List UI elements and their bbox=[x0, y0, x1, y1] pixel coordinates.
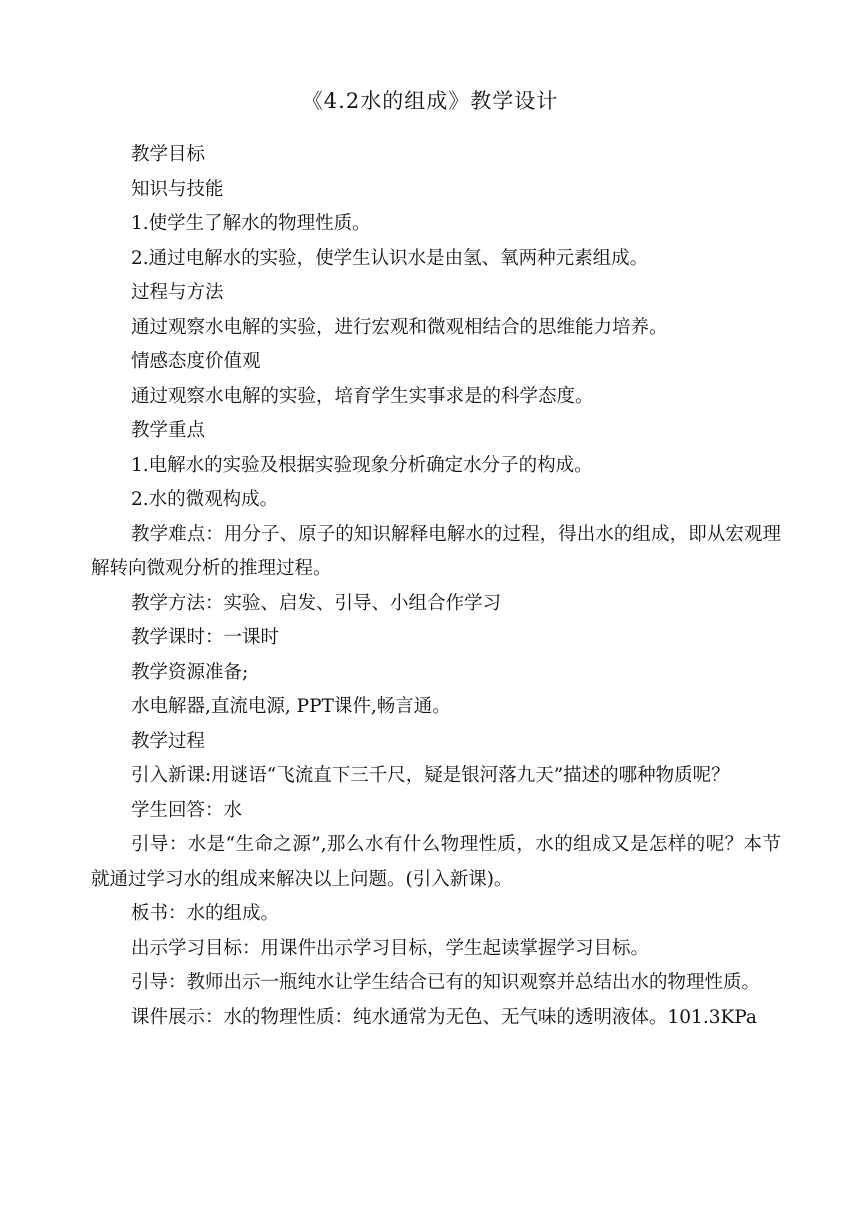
paragraph: 教学过程 bbox=[131, 730, 206, 752]
paragraph: 知识与技能 bbox=[131, 178, 224, 200]
paragraph: 水电解器,直流电源, PPT课件,畅言通。 bbox=[131, 696, 451, 717]
paragraph: 过程与方法 bbox=[131, 282, 224, 303]
paragraph: 教学课时：一课时 bbox=[131, 627, 280, 648]
paragraph: 学生回答：水 bbox=[131, 799, 243, 821]
paragraph: 1.使学生了解水的物理性质。 bbox=[131, 213, 371, 234]
paragraph: 2.水的微观构成。 bbox=[131, 489, 279, 510]
paragraph: 教学方法：实验、启发、引导、小组合作学习 bbox=[131, 592, 502, 614]
paragraph: 引入新课:用谜语“飞流直下三千尺，疑是银河落九天”描述的哪种物质呢？ bbox=[131, 765, 730, 786]
paragraph: 2.通过电解水的实验，使学生认识水是由氢、氧两种元素组成。 bbox=[131, 247, 649, 269]
paragraph: 教学目标 bbox=[131, 144, 206, 165]
paragraph: 通过观察水电解的实验，培育学生实事求是的科学态度。 bbox=[131, 385, 594, 407]
document-title: 《4.2水的组成》教学设计 bbox=[301, 89, 559, 113]
paragraph: 教学难点：用分子、原子的知识解释电解水的过程，得出水的组成，即从宏观理解转向微观分析的推理过程。 bbox=[91, 523, 781, 579]
paragraph: 教学重点 bbox=[131, 420, 206, 441]
paragraph: 出示学习目标：用课件出示学习目标，学生起读掌握学习目标。 bbox=[131, 937, 650, 959]
paragraph: 情感态度价值观 bbox=[131, 351, 261, 372]
paragraph: 教学资源准备; bbox=[131, 661, 249, 683]
paragraph: 引导：水是“生命之源”,那么水有什么物理性质，水的组成又是怎样的呢？本节就通过学习水的组成来解决以上问题。(引入新课)。 bbox=[91, 834, 781, 890]
paragraph: 通过观察水电解的实验，进行宏观和微观相结合的思维能力培养。 bbox=[131, 316, 668, 338]
paragraph: 课件展示：水的物理性质：纯水通常为无色、无气味的透明液体。101.3KPa bbox=[131, 1006, 757, 1028]
document-body bbox=[91, 138, 781, 1035]
paragraph: 引导：教师出示一瓶纯水让学生结合已有的知识观察并总结出水的物理性质。 bbox=[131, 972, 761, 993]
paragraph: 1.电解水的实验及根据实验现象分析确定水分子的构成。 bbox=[131, 454, 593, 476]
paragraph: 板书：水的组成。 bbox=[131, 903, 280, 924]
